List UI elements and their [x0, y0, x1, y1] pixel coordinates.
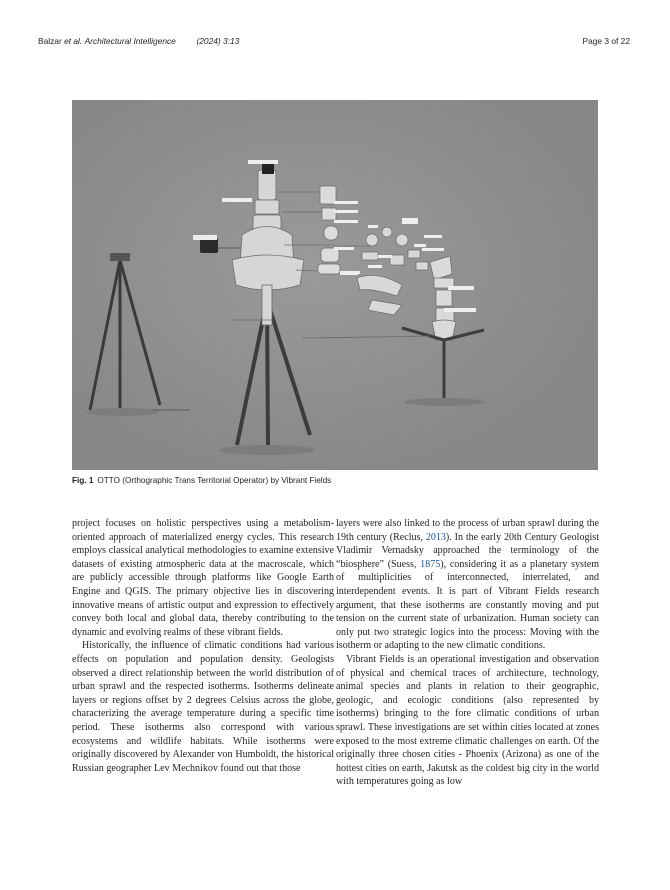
figure-caption	[72, 476, 598, 485]
paragraph: project focuses on holistic perspectives using a metabolism-oriented approach of materialized energy cycles. This research employs classical analytical methodologies to examine extensive datasets of existing atmospheric data at the macroscale, which are publicly accessible through platforms like Google Earth Engine and QGIS. The primary objective lies in discovering innovative means of artistic output and expression to effectively convey both local and global data, thereby contributing to the dynamic and evolving realms of these vibrant fields.	[72, 518, 334, 638]
et-al: et al.	[64, 36, 83, 46]
text-run: layers were also linked to the process of urban sprawl during the 19th century (Reclus,	[336, 518, 599, 543]
text-run: ). In the early 20th Century Geologist Vladimir Vernadsky approached the terminology of the “biosphere” (Suess,	[336, 531, 600, 570]
page-number: Page 3 of 22	[582, 36, 630, 46]
running-head-left	[38, 36, 239, 46]
volume-info: (2024) 3:13	[196, 36, 240, 46]
citation-link[interactable]: 1875	[420, 558, 441, 570]
figure-label: Fig. 1	[72, 476, 94, 485]
journal-name: Architectural Intelligence	[84, 36, 176, 46]
left-column	[72, 517, 334, 775]
citation-link[interactable]: 2013	[425, 531, 446, 543]
text-run: ), considering it as a planetary system of multiplicities of interconnected, interrelated, and interdependent events. It is part of Vibrant Fields research argument, that these isotherms are constantly moving and put tension on the current state of urbanization. Human society can only put two strategic logics into the process: Moving with the isotherm or adapting to the new climatic conditions.	[336, 558, 600, 652]
figure-caption-text: OTTO (Orthographic Trans Territorial Operator) by Vibrant Fields	[97, 476, 332, 485]
paragraph	[336, 517, 599, 653]
right-column	[336, 517, 599, 789]
paragraph: Vibrant Fields is an operational investigation and observation of physical and chemical traces of architecture, technology, animal species and plants in relation to their geographic, geologic, and ecologic conditions (also represented by isotherms) bringing to the fore climatic conditions of urban sprawl. These investigations are set within cities located at zones exposed to the most extreme climatic challenges on earth. Of the originally three chosen cities - Phoenix (Arizona) as one of the hottest cities on earth, Jakutsk as the coldest big city in the world with temperatures going as low	[336, 653, 599, 788]
paragraph: Historically, the influence of climatic conditions had various effects on population and population density. Geologists observed a direct relationship between the world distribution of urban sprawl and the respected isotherms. Isotherms delineate layers or regions offset by 2 degrees Celsius across the globe, characterizing the average temperature during a specific time period. These isotherms also correspond with various ecosystems and wildlife habitats. While isotherms were originally discovered by Alexander von Humboldt, the historical Russian geographer Lev Mechnikov found out that those	[72, 640, 334, 774]
otto-device-illustration	[72, 100, 598, 470]
figure-image	[72, 100, 598, 470]
author-names: Balzar	[38, 36, 62, 46]
